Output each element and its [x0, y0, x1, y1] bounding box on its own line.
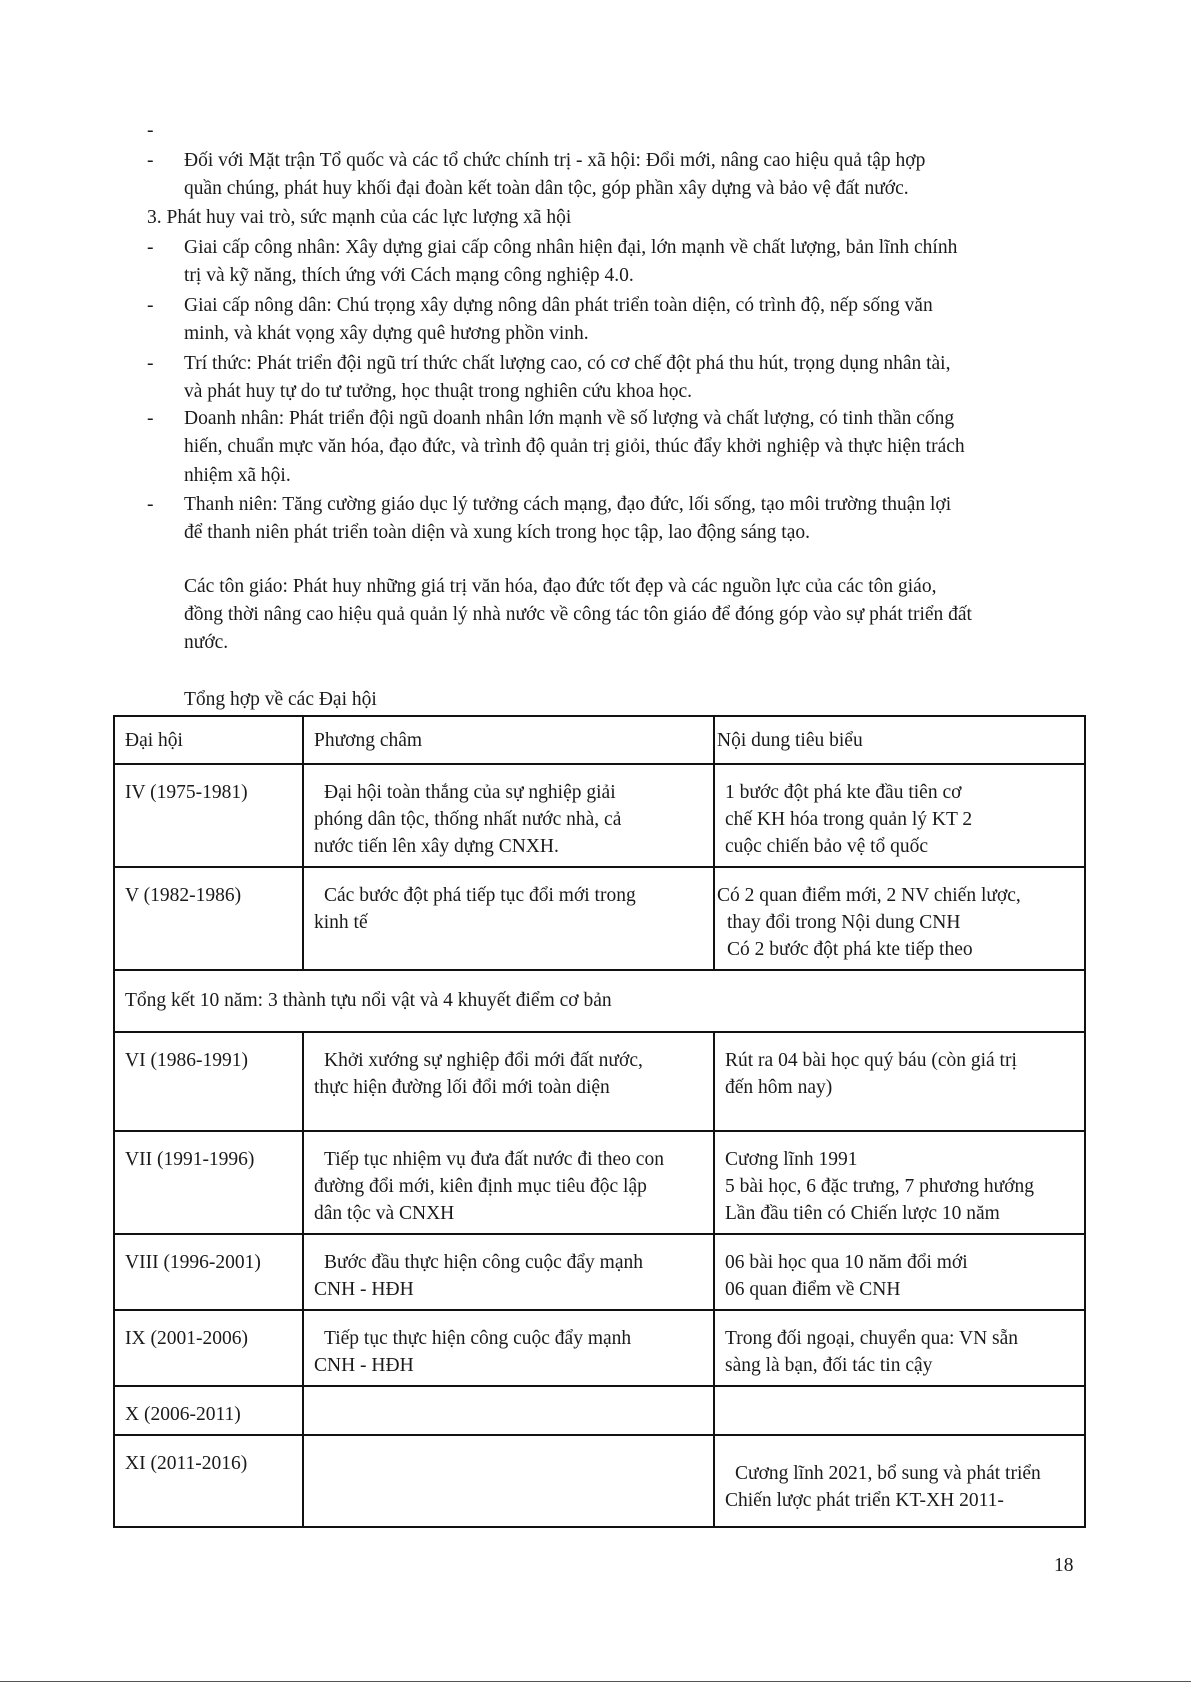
- bullet-line: Giai cấp nông dân: Chú trọng xây dựng nông dân phát triển toàn diện, có trình độ, nếp sống văn: [184, 295, 933, 316]
- paragraph-line: nước.: [184, 632, 229, 653]
- motto-cell: Tiếp tục thực hiện công cuộc đẩy mạnh CNH - HĐH: [303, 1310, 714, 1386]
- paragraph-line: Các tôn giáo: Phát huy những giá trị văn hóa, đạo đức tốt đẹp và các nguồn lực của các tôn giáo,: [184, 576, 937, 597]
- table-row: [114, 764, 1085, 867]
- footer-rule: [0, 1681, 1191, 1682]
- congress-cell: VI (1986-1991): [114, 1032, 303, 1131]
- congress-cell: X (2006-2011): [114, 1386, 303, 1435]
- bullet-dash: -: [147, 353, 154, 374]
- header-cell: Nội dung tiêu biểu: [714, 716, 1085, 764]
- congress-table: [113, 715, 1086, 1528]
- bullet-dash: -: [147, 150, 154, 171]
- bullet-line: quần chúng, phát huy khối đại đoàn kết toàn dân tộc, góp phần xây dựng và bảo vệ đất nước.: [184, 178, 909, 199]
- page-number: 18: [1054, 1555, 1074, 1576]
- bullet-line: để thanh niên phát triển toàn diện và xung kích trong học tập, lao động sáng tạo.: [184, 522, 811, 543]
- motto-cell: Các bước đột phá tiếp tục đổi mới trong kinh tế: [303, 867, 714, 970]
- table-row: [114, 1435, 1085, 1527]
- congress-cell: IX (2001-2006): [114, 1310, 303, 1386]
- bullet-line: minh, và khát vọng xây dựng quê hương phồn vinh.: [184, 323, 589, 344]
- congress-cell: V (1982-1986): [114, 867, 303, 970]
- motto-cell: Tiếp tục nhiệm vụ đưa đất nước đi theo con đường đổi mới, kiên định mục tiêu độc lập dân tộc và CNXH: [303, 1131, 714, 1234]
- paragraph-line: đồng thời nâng cao hiệu quả quản lý nhà nước về công tác tôn giáo để đóng góp vào sự phát triển đất: [184, 604, 972, 625]
- congress-cell: VII (1991-1996): [114, 1131, 303, 1234]
- header-cell: Đại hội: [114, 716, 303, 764]
- header-cell: Phương châm: [303, 716, 714, 764]
- table-row: [114, 1032, 1085, 1131]
- table-header-row: [114, 716, 1085, 764]
- table-row: [114, 1310, 1085, 1386]
- content-cell: 06 bài học qua 10 năm đổi mới 06 quan điểm về CNH: [714, 1234, 1085, 1310]
- bullet-line: nhiệm xã hội.: [184, 465, 291, 486]
- content-cell: [714, 1386, 1085, 1435]
- bullet-line: trị và kỹ năng, thích ứng với Cách mạng công nghiệp 4.0.: [184, 265, 634, 286]
- bullet-dash: -: [147, 237, 154, 258]
- bullet-line: Doanh nhân: Phát triển đội ngũ doanh nhân lớn mạnh về số lượng và chất lượng, có tinh thần cống: [184, 408, 955, 429]
- content-cell: Cương lĩnh 1991 5 bài học, 6 đặc trưng, 7 phương hướng Lần đầu tiên có Chiến lược 10 năm: [714, 1131, 1085, 1234]
- motto-cell: [303, 1386, 714, 1435]
- bullet-line: hiến, chuẩn mực văn hóa, đạo đức, và trình độ quản trị giỏi, thúc đẩy khởi nghiệp và thực hiện trách: [184, 436, 965, 457]
- congress-cell: IV (1975-1981): [114, 764, 303, 867]
- summary-row: [114, 970, 1085, 1032]
- motto-cell: Bước đầu thực hiện công cuộc đẩy mạnh CNH - HĐH: [303, 1234, 714, 1310]
- bullet-line: Giai cấp công nhân: Xây dựng giai cấp công nhân hiện đại, lớn mạnh về chất lượng, bản lĩnh chính: [184, 237, 958, 258]
- content-cell: Trong đối ngoại, chuyển qua: VN sẵn sàng là bạn, đối tác tin cậy: [714, 1310, 1085, 1386]
- table-row: [114, 1131, 1085, 1234]
- lead-dash: -: [147, 120, 154, 141]
- content-cell: Cương lĩnh 2021, bổ sung và phát triển Chiến lược phát triển KT-XH 2011-: [714, 1435, 1085, 1527]
- motto-cell: [303, 1435, 714, 1527]
- bullet-line: Trí thức: Phát triển đội ngũ trí thức chất lượng cao, có cơ chế đột phá thu hút, trọng dụng nhân tài,: [184, 353, 951, 374]
- table-row: [114, 1386, 1085, 1435]
- bullet-line: Thanh niên: Tăng cường giáo dục lý tưởng cách mạng, đạo đức, lối sống, tạo môi trường thuận lợi: [184, 494, 952, 515]
- motto-cell: Đại hội toàn thắng của sự nghiệp giải phóng dân tộc, thống nhất nước nhà, cả nước tiến lên xây dựng CNXH.: [303, 764, 714, 867]
- bullet-dash: -: [147, 494, 154, 515]
- congress-cell: XI (2011-2016): [114, 1435, 303, 1527]
- bullet-dash: -: [147, 295, 154, 316]
- table-caption: Tổng hợp về các Đại hội: [184, 689, 377, 710]
- motto-cell: Khởi xướng sự nghiệp đổi mới đất nước, thực hiện đường lối đổi mới toàn diện: [303, 1032, 714, 1131]
- table-row: [114, 1234, 1085, 1310]
- content-cell: 1 bước đột phá kte đầu tiên cơ chế KH hóa trong quản lý KT 2 cuộc chiến bảo vệ tổ quốc: [714, 764, 1085, 867]
- congress-cell: VIII (1996-2001): [114, 1234, 303, 1310]
- summary-cell: Tổng kết 10 năm: 3 thành tựu nổi vật và 4 khuyết điểm cơ bản: [114, 970, 1085, 1032]
- bullet-line: và phát huy tự do tư tưởng, học thuật trong nghiên cứu khoa học.: [184, 381, 693, 402]
- section-heading: 3. Phát huy vai trò, sức mạnh của các lực lượng xã hội: [147, 207, 572, 228]
- content-cell: Rút ra 04 bài học quý báu (còn giá trị đến hôm nay): [714, 1032, 1085, 1131]
- bullet-dash: -: [147, 408, 154, 429]
- content-cell: Có 2 quan điểm mới, 2 NV chiến lược, thay đổi trong Nội dung CNH Có 2 bước đột phá kte tiếp theo: [714, 867, 1085, 970]
- bullet-line: Đối với Mặt trận Tổ quốc và các tổ chức chính trị - xã hội: Đổi mới, nâng cao hiệu quả tập hợp: [184, 150, 926, 171]
- table-row: [114, 867, 1085, 970]
